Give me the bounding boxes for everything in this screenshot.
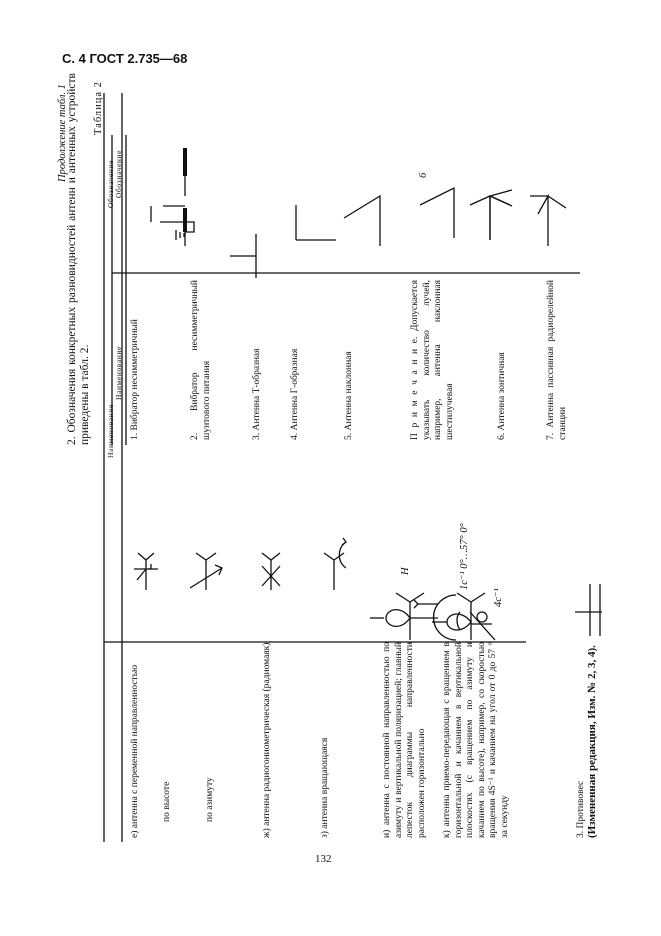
symbol-shunt-fed-vibrator-icon	[151, 206, 194, 246]
symbol-passive-relay-antenna-icon	[530, 196, 566, 246]
right-row-4: 4. Антенна Г-образная	[290, 348, 300, 440]
label-i-h: H	[400, 567, 411, 575]
note-ray-count: 6	[418, 172, 429, 178]
left-table-col-name: Наименование	[106, 404, 115, 458]
symbol-variable-azimuth-icon	[190, 553, 222, 590]
right-row-note: П р и м е ч а н и е. Допускается указывать количество лучей, например, антенна наклонная шестилучевая	[410, 280, 455, 440]
symbol-rotating-icon	[324, 538, 346, 590]
left-row-e2: по азимуту	[205, 777, 215, 822]
section-2-intro: 2. Обозначения конкретных разновидностей антенн и антенных устройств приведены в табл. 2.	[66, 73, 91, 445]
left-row-i: и) антенна с постоянной направленностью по азимуту и вертикальной поляризацией; главный лепесток диаграммы направленности расположен горизонтально	[382, 642, 427, 838]
left-row-k: к) антенна приемо-передающая с вращением в горизонтальной и качанием в вертикальной плоскостях (с вращением по азимуту и качанием по высоте), например, со скоростью вращения 4S⁻¹ и качанием на угол от 0 до 57 ° за секунду	[442, 642, 510, 838]
symbol-counterpoise-icon	[575, 584, 602, 636]
right-row-2: 2. Вибратор несимметричный шунтового питания	[190, 280, 212, 440]
symbol-inclined-antenna-icon	[344, 196, 380, 246]
symbol-fixed-direction-icon	[370, 593, 438, 640]
label-k-elevation: 1c⁻¹ 0°…57° 0°	[459, 523, 470, 590]
right-row-7: 7. Антенна пассивная радиорелейной станции	[546, 280, 568, 440]
symbol-l-antenna-icon	[296, 205, 336, 240]
symbol-radiogoniometric-icon	[262, 553, 280, 590]
page-number: 132	[315, 853, 332, 865]
left-row-z: з) антенна вращающаяся	[320, 737, 330, 838]
symbol-umbrella-antenna-icon	[470, 190, 512, 240]
amendment-note: (Измененная редакция, Изм. № 2, 3, 4).	[586, 645, 598, 838]
left-table-col-symbol: Обозначение	[106, 159, 115, 208]
right-table-col-symbol: Обозначение	[114, 149, 123, 198]
left-row-e: е) антенна с переменной направленностью	[130, 664, 140, 838]
table-2-caption: Таблица 2	[93, 81, 104, 135]
left-row-p3: 3. Противовес	[576, 780, 586, 838]
symbol-t-antenna-icon	[230, 234, 256, 278]
right-row-6: 6. Антенна зонтичная	[497, 352, 507, 440]
left-row-zh: ж) антенна радиогониометрическая (радиомаяк)	[262, 642, 272, 838]
symbol-variable-elevation-icon	[134, 553, 158, 590]
page-header: С. 4 ГОСТ 2.735—68	[62, 51, 188, 66]
label-k-azimuth: 4c⁻¹	[493, 588, 504, 607]
right-row-5: 5. Антенна наклонная	[344, 351, 354, 440]
left-table-caption: Продолжение табл. 1	[57, 84, 68, 182]
right-row-3: 3. Антенна Т-образная	[252, 348, 262, 440]
symbol-transceiver-scanning-icon	[432, 593, 495, 640]
symbol-inclined-six-ray-icon	[420, 188, 454, 238]
right-row-1: 1. Вибратор несимметричный	[130, 319, 140, 440]
left-row-e1: по высоте	[162, 781, 172, 822]
right-table-col-name: Наименование	[114, 346, 123, 400]
